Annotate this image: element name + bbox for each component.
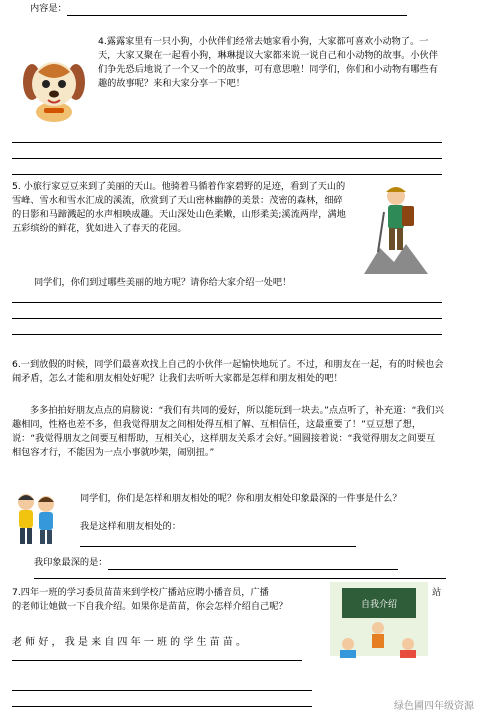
watermark: 绿色圃四年级资源 <box>394 701 474 712</box>
q6-prompt: 同学们，你们是怎样和朋友相处的呢？你和朋友相处印象最深的一件事是什么？ <box>80 493 402 504</box>
q7-text-c: 的老师让她做一下自我介绍。如果你是苗苗，你会怎样介绍自己呢？ <box>12 601 288 612</box>
q5-answer-line-1[interactable] <box>12 302 442 303</box>
q6-fill-2-line[interactable] <box>108 557 398 570</box>
q6-text-1: 6.一到放假的时候，同学们最喜欢找上自己的小伙伴一起愉快地玩了。不过，和朋友在一起，有的时候也会闹矛盾，怎么才能和朋友相处好呢？让我们去听听大家都是怎样和朋友相处的吧！ <box>12 359 444 384</box>
q7-answer-line-1[interactable] <box>12 660 302 661</box>
q7-text-b: 站 <box>432 587 442 598</box>
q7-answer-line-3[interactable] <box>12 706 312 707</box>
content-label: 内容是： <box>30 2 407 16</box>
kids-illustration <box>10 490 62 548</box>
q6-fill-2: 我印象最深的是： <box>34 556 398 570</box>
classroom-illustration <box>328 580 430 658</box>
q5-text: 5. 小旅行家豆豆来到了美丽的天山。他骑着马循着作家碧野的足迹，看到了天山的雪峰、雪水和雪水汇成的溪流，欣赏到了天山密林幽静的美景：茂密的森林，细碎的日影和马蹄溅起的水声相映成趣。天山深处山色柔嫩，山形柔美;溪流两岸，满地五彩缤纷的鲜花，犹如进入了春天的花园。 <box>12 181 346 234</box>
q4-answer-line-3[interactable] <box>12 174 442 175</box>
q6-fill-1: 我是这样和朋友相处的： <box>80 521 182 532</box>
dog-illustration <box>18 52 90 124</box>
q4-text: 4.露露家里有一只小狗，小伙伴们经常去她家看小狗，大家都可喜欢小动物了。一天，大家又聚在一起看小狗，琳琳提议大家都来说一说自己和小动物的故事。小伙伴们争先恐后地说了一个又一个的故事，可有意思啦！同学们，你们和小动物有哪些有趣的故事呢？来和大家分享一下吧！ <box>98 36 438 89</box>
q4-answer-line-1[interactable] <box>12 142 442 143</box>
q6-fill-1-line[interactable] <box>80 546 356 547</box>
q7-text-a: 7.四年一班的学习委员苗苗来到学校广播站应聘小播音员，广播 <box>12 587 269 598</box>
q5-prompt: 同学们，你们到过哪些美丽的地方呢？请你给大家介绍一处吧！ <box>34 277 292 288</box>
q5-answer-line-2[interactable] <box>12 318 442 319</box>
q7-answer-start: 老 师 好 ， 我 是 来 自 四 年 一 班 的 学 生 苗 苗 。 <box>12 637 247 648</box>
hiker-illustration <box>360 182 432 278</box>
q4-answer-line-2[interactable] <box>12 158 442 159</box>
q6-fill-2-line-b[interactable] <box>34 578 446 579</box>
svg-text:自我介绍: 自我介绍 <box>360 600 398 610</box>
q5-answer-line-3[interactable] <box>12 334 442 335</box>
q6-text-2: 多多拍拍好朋友点点的肩膀说：“我们有共同的爱好，所以能玩到一块去。”点点听了，补充道：“我们兴趣相同，性格也差不多，但我觉得朋友之间相处得互相了解、互相信任，这最重要了！”豆豆想了想，说：“我觉得朋友之间要互相帮助，互相关心，这样朋友关系才会好。”圆圆接着说：“我觉得朋友之间要互相包容才行，不能因为一点小事就吵架，闹别扭。” <box>12 405 444 458</box>
q7-answer-line-2[interactable] <box>12 690 312 691</box>
